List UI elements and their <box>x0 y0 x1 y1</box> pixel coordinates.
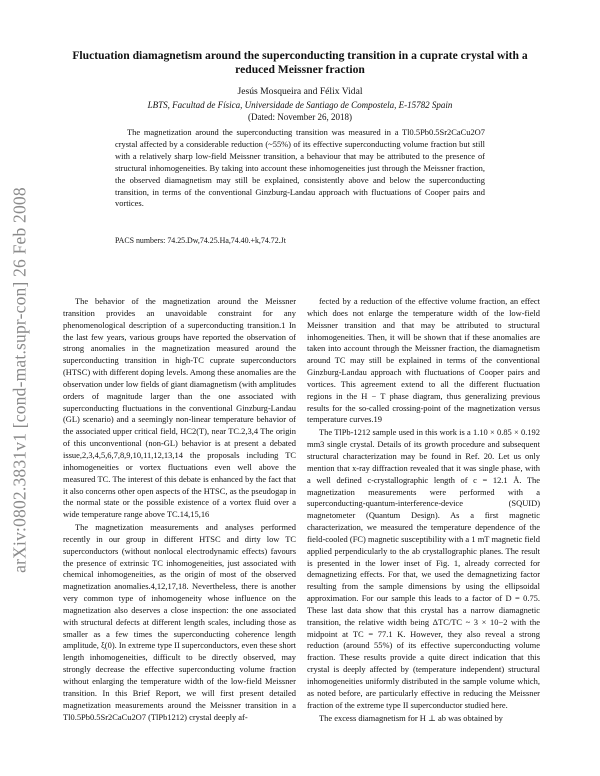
pacs-numbers: PACS numbers: 74.25.Dw,74.25.Ha,74.40.+k,74.72.Jt <box>115 236 286 245</box>
paragraph: The behavior of the magnetization around the Meissner transition provides an unavoidable constraint for any phenomenological description of a superconducting transition.1 In the last few years, various groups have reported the observation of strong anomalies in the magnetization measured around the superconducting transition in high-TC cuprate superconductors (HTSC) with different doping levels. Among these anomalies are the observation under low fields of giant diamagnetism (with amplitudes orders of magnitude larger than the one associated with superconducting fluctuations in the conventional Ginzburg-Landau (GL) scenario) and a seemingly non-linear temperature behavior of the associated upper critical field, HC2(T), near TC.2,3,4 The origin of this unconventional (non-GL) behavior is at present a debated issue,2,3,4,5,6,7,8,9,10,11,12,13,14 the proposals including TC inhomogeneities or vortex fluctuations even well above the measured TC. The interest of this debate is enhanced by the fact that it also concerns other open aspects of the HTSC, as the pseudogap in the normal state or the possible existence of a vortex fluid over a wide temperature range above TC.14,15,16 <box>63 296 296 520</box>
abstract: The magnetization around the superconducting transition was measured in a Tl0.5Pb0.5Sr2CaCu2O7 crystal affected by a considerable reduction (~55%) of its effective superconducting volume fraction but still with a relatively sharp low-field Meissner transition, a behaviour that may be attributed to the presence of structural inhomogeneities. By taking into account these inhomogeneities just through the Meissner fraction, the observed diamagnetism may still be explained, consistently above and below the superconducting transition, in terms of the conventional Ginzburg-Landau approach with fluctuations of Cooper pairs and vortices. <box>115 127 485 209</box>
paragraph: The magnetization measurements and analyses performed recently in our group in different HTSC and dirty low TC superconductors (without nonlocal electrodynamic effects) favours the presence of extrinsic TC inhomogeneities, just associated with chemical inhomogeneities, as the origin of most of the observed magnetization anomalies.4,12,17,18. Nevertheless, there is another very common type of inhomogeneity whose influence on the magnetization also deserves a close inspection: the one associated with structural defects at different length scales, including those as smaller as a few times the superconducting coherence length amplitude, ξ(0). In extreme type II superconductors, even these short length inhomogeneities, difficult to be directly observed, may strongly decrease the effective superconducting volume fraction without enlarging the temperature width of the low-field Meissner transition. In this Brief Report, we will first present detailed magnetization measurements around the Meissner transition in a Tl0.5Pb0.5Sr2CaCu2O7 (TlPb1212) crystal deeply af- <box>63 522 296 722</box>
paragraph: fected by a reduction of the effective volume fraction, an effect which does not enlarge the temperature width of the low-field Meissner transition and that may be attributed to structural inhomogeneities. Then, it will be shown that if these anomalies are taken into account through the Meissner fraction, the diamagnetism around TC may still be explained in terms of the conventional Ginzburg-Landau approach with fluctuations of Cooper pairs and vortices. This agreement extend to all the different fluctuation regions in the H − T phase diagram, thus generalizing previous results for the so-called crossing-point of the magnetization versus temperature curves.19 <box>307 296 540 425</box>
paragraph: The excess diamagnetism for H ⊥ ab was obtained by <box>319 712 503 723</box>
paper-title: Fluctuation diamagnetism around the superconducting transition in a cuprate crystal with a reduced Meissner fraction <box>72 49 528 76</box>
paper-date: (Dated: November 26, 2018) <box>248 112 352 122</box>
arxiv-sidebar <box>9 150 31 610</box>
paragraph: The TlPb-1212 sample used in this work is a 1.10 × 0.85 × 0.192 mm3 single crystal. Details of its growth procedure and subsequent structural characterization may be found in Ref. 20. Let us only mention that x-ray diffraction revealed that it was single phase, with a well defined c-crystallographic length of c = 12.1 Å. The magnetization measurements were performed with a superconducting-quantum-interference-device (SQUID) magnetometer (Quantum Design). As a first magnetic characterization, we measured the temperature dependence of the field-cooled (FC) magnetic susceptibility with a 1 mT magnetic field applied perpendicularly to the ab crystallographic planes. The result is presented in the lower inset of Fig. 1, already corrected for demagnetizing effects. For that, we used the demagnetizing factor resulting from the sample dimensions by using the ellipsoidal approximation. For our sample this leads to a factor of D = 0.75. These last data show that this crystal has a narrow diamagnetic transition, the relative width being ΔTC/TC ~ 3 × 10−2 with the midpoint at TC = 77.1 K. However, they also reveal a strong reduction (around 55%) of its effective superconducting volume fraction. These results provide a quite direct indication that this crystal is deeply affected by (temperature independent) structural inhomogeneities uniformly distributed in the sample volume which, as noted before, are particularly effective in reducing the Meissner fraction of the extreme type II superconductor studied here. <box>307 427 540 710</box>
paper-affiliation: LBTS, Facultad de Física, Universidade de Santiago de Compostela, E-15782 Spain <box>147 100 453 110</box>
body-column-left <box>63 296 296 723</box>
body-column-right <box>307 296 540 724</box>
arxiv-identifier: arXiv:0802.3831v1 [cond-mat.supr-con] 26 Feb 2008 <box>9 187 30 573</box>
paper-authors: Jesús Mosqueira and Félix Vidal <box>237 86 363 97</box>
